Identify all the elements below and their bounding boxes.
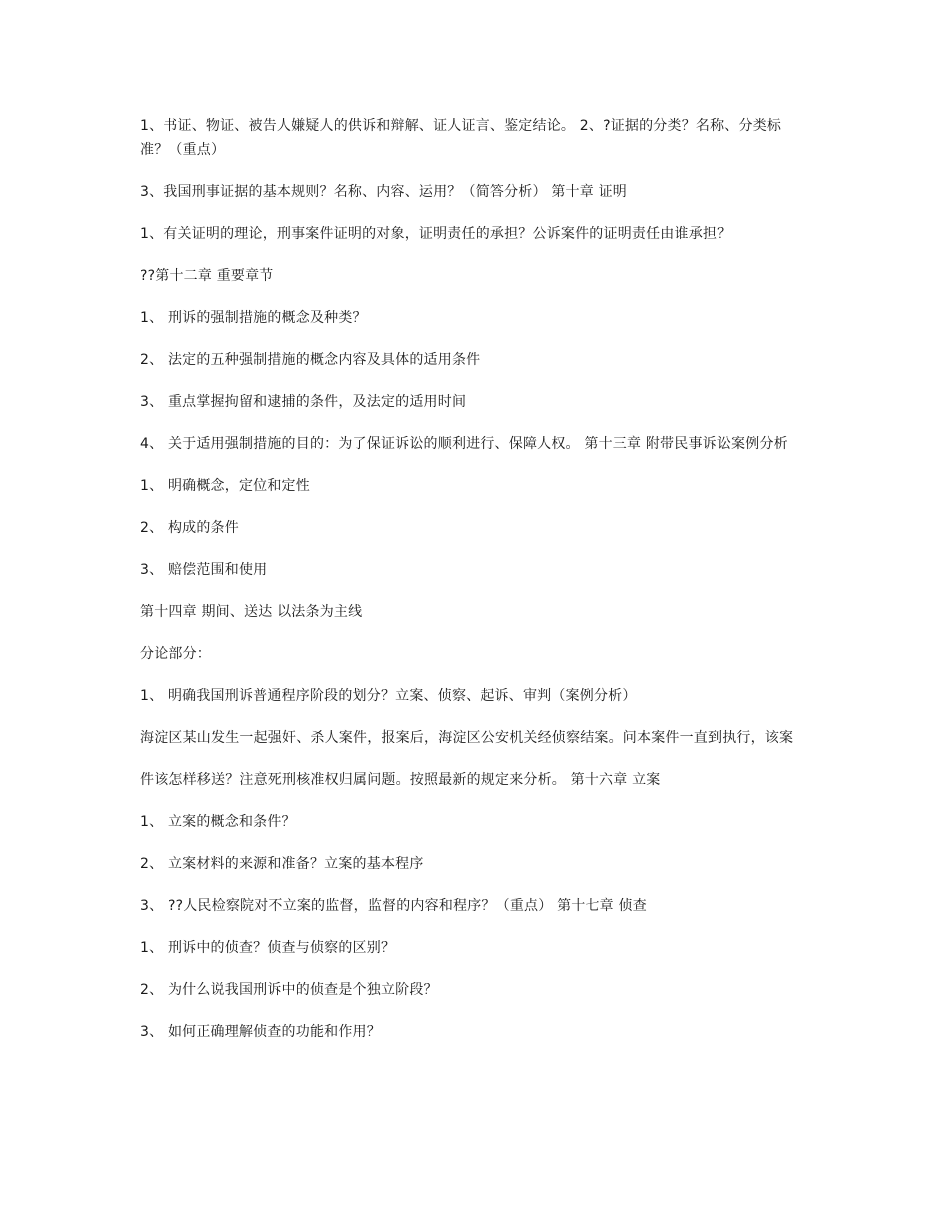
paragraph-1: 1、书证、物证、被告人嫌疑人的供诉和辩解、证人证言、鉴定结论。 2、?证据的分类？名称、分类标准？（重点） [140, 118, 782, 158]
chapter-14-heading: 第十四章 期间、送达 以法条为主线 [140, 604, 363, 620]
paragraph-11: 3、 赔偿范围和使用 [140, 562, 268, 578]
paragraph-22: 3、 如何正确理解侦查的功能和作用？ [140, 1024, 381, 1040]
paragraph-14: 1、 明确我国刑诉普通程序阶段的划分？立案、侦察、起诉、审判（案例分析） [140, 688, 637, 704]
paragraph-8: 4、 关于适用强制措施的目的：为了保证诉讼的顺利进行、保障人权。 第十三章 附带民事诉讼案例分析 [140, 436, 788, 452]
paragraph-19: 3、 ??人民检察院对不立案的监督，监督的内容和程序？（重点） 第十七章 侦查 [140, 898, 647, 914]
document-body [140, 114, 804, 1062]
paragraph-5: 1、 刑诉的强制措施的概念及种类？ [140, 310, 367, 326]
paragraph-21: 2、 为什么说我国刑诉中的侦查是个独立阶段？ [140, 982, 438, 998]
section-heading: 分论部分： [140, 646, 211, 662]
chapter-12-heading: ??第十二章 重要章节 [140, 268, 274, 284]
paragraph-9: 1、 明确概念，定位和定性 [140, 478, 310, 494]
paragraph-18: 2、 立案材料的来源和准备？立案的基本程序 [140, 856, 424, 872]
paragraph-16: 件该怎样移送？注意死刑核准权归属问题。按照最新的规定来分析。 第十六章 立案 [140, 772, 661, 788]
paragraph-17: 1、 立案的概念和条件？ [140, 814, 296, 830]
paragraph-15: 海淀区某山发生一起强奸、杀人案件，报案后，海淀区公安机关经侦察结案。问本案件一直到执行，该案 [140, 730, 794, 746]
paragraph-3: 1、有关证明的理论，刑事案件证明的对象，证明责任的承担？公诉案件的证明责任由谁承担？ [140, 226, 732, 242]
paragraph-7: 3、 重点掌握拘留和逮捕的条件，及法定的适用时间 [140, 394, 467, 410]
paragraph-2: 3、我国刑事证据的基本规则？名称、内容、运用？（简答分析） 第十章 证明 [140, 184, 628, 200]
paragraph-20: 1、 刑诉中的侦查？侦查与侦察的区别？ [140, 940, 396, 956]
paragraph-6: 2、 法定的五种强制措施的概念内容及具体的适用条件 [140, 352, 481, 368]
paragraph-10: 2、 构成的条件 [140, 520, 239, 536]
